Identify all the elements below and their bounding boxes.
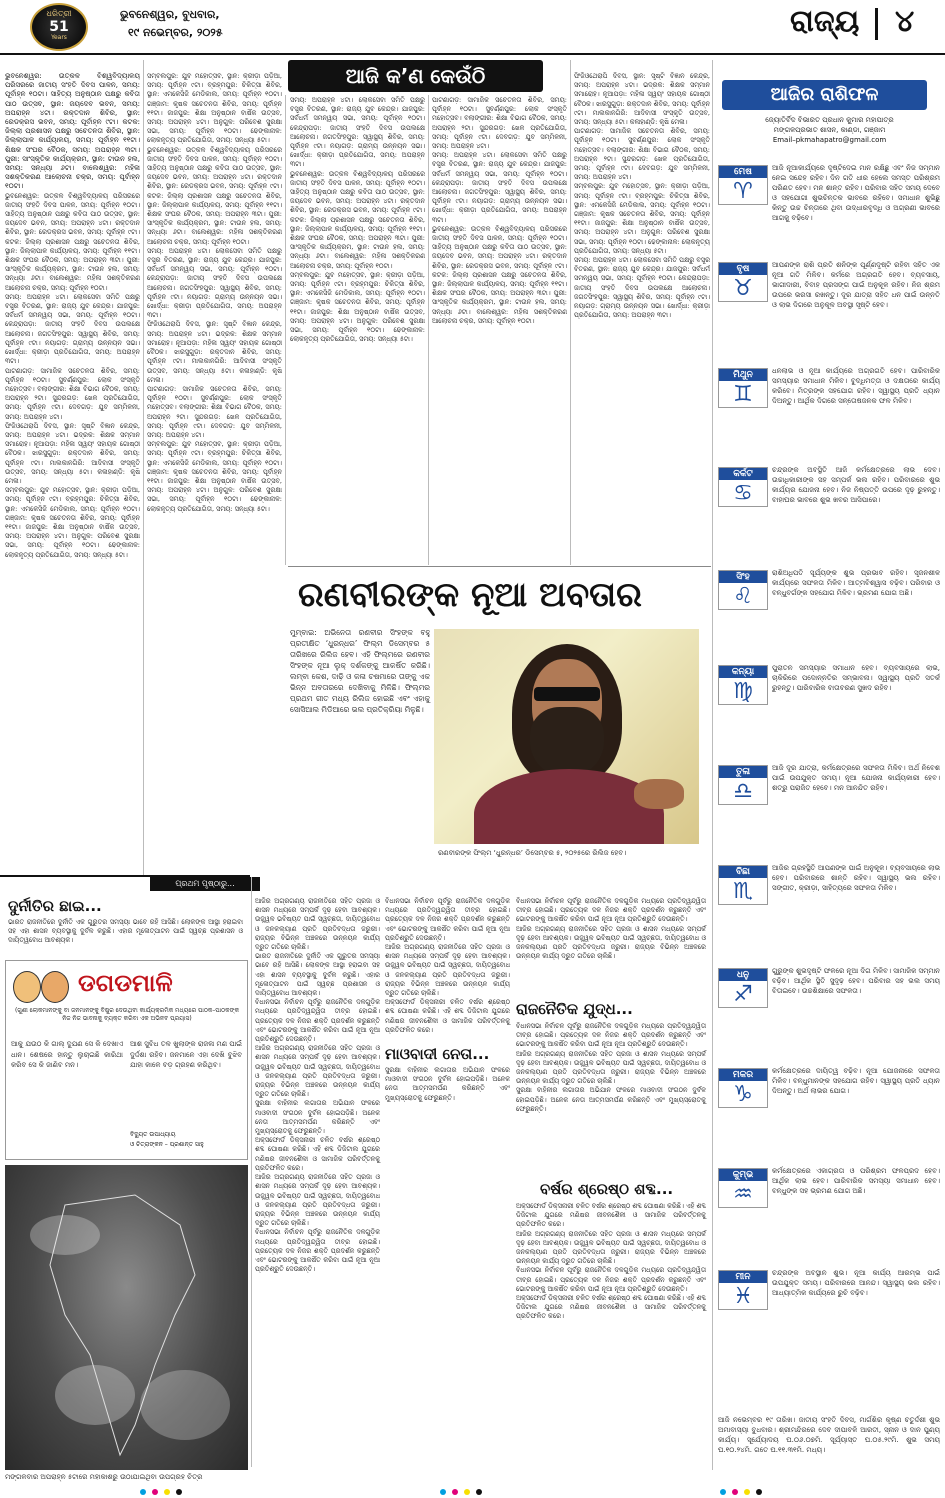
events-column-5 <box>574 72 710 562</box>
zodiac-prediction: ଆଜିର ଗ୍ରହସ୍ଥିତି ଆପଣଙ୍କ ପାଇଁ ଅନୁକୂଳ। ବ୍ୟବସାୟରେ ଲାଭ ହେବ। ପରିବାରରେ ଶାନ୍ତି ରହିବ। ସ୍ୱାସ୍ଥ୍ୟ ଭଲ ରହିବ। ସଙ୍ଗୀତ, କ୍ରୀଡ଼ା, ସାହିତ୍ୟରେ ସଫଳତା ମିଳିବ। <box>772 864 940 892</box>
registration-dot <box>732 1489 738 1495</box>
events-title <box>288 60 543 92</box>
zodiac-prediction: କର୍ମକ୍ଷେତ୍ରରେ ଦାୟିତ୍ୱ ବଢ଼ିବ। ନୂଆ ଯୋଜନାରେ ସଫଳତା ମିଳିବ। ବନ୍ଧୁମାନଙ୍କ ସହଯୋଗ ରହିବ। ସ୍ୱାସ୍ଥ୍ୟ ପ୍ରତି ଧ୍ୟାନ ଦିଅନ୍ତୁ। ଅର୍ଥ ଲାଭର ଯୋଗ। <box>772 1067 940 1095</box>
zodiac-prediction: ଆଜି ଦୂର ଯାତ୍ରା, କର୍ମକ୍ଷେତ୍ରରେ ସଫଳତା ମିଳିବ। ଅର୍ଥ ନିବେଶ ପାଇଁ ଉପଯୁକ୍ତ ସମୟ। ନୂଆ ଯୋଜନା କାର୍ଯ୍ୟକାରୀ ହେବ। ଶତ୍ରୁ ପରାଜିତ ହେବେ। ମନ ଆନନ୍ଦିତ ରହିବ। <box>772 764 940 792</box>
zodiac-prediction: ପୁରାତନ ସମସ୍ୟାର ସମାଧାନ ହେବ। ବ୍ୟବସାୟରେ ଲାଭ, ଚାକିରିରେ ପଦୋନ୍ନତିର ସମ୍ଭାବନା। ସ୍ୱାସ୍ଥ୍ୟ ପ୍ରତି ସତର୍କ ରୁହନ୍ତୁ। ପାରିବାରିକ ବାତାବରଣ ସୁଖଦ ରହିବ। <box>772 664 940 692</box>
registration-dot <box>176 1489 182 1495</box>
zodiac-sign-icon: ♓ <box>733 1284 753 1309</box>
ranveer-photo-shirt <box>474 769 664 844</box>
zodiac-sign-icon: ♐ <box>733 982 753 1007</box>
ranveer-caption: ରଣବୀରଙ୍କ ଫିଲ୍ମ ‘ଧୁରନ୍ଧର’ ଡିସେମ୍ବର ୫, ୨୦୨୫ରେ ରିଲିଜ ହେବ। <box>438 849 627 857</box>
print-registration-bar <box>0 1484 945 1498</box>
horoscope-author-1: ଜ୍ୟୋତିର୍ବିଦ ବିଭାରତ ପ୍ରଧାନ କୁମାର ମହାପାତ୍ର <box>765 116 894 124</box>
zodiac-sign-icon: ♒ <box>733 1182 753 1207</box>
zodiac-tile <box>718 467 768 507</box>
ranveer-story <box>288 566 711 871</box>
masthead-rule <box>0 53 945 55</box>
zodiac-prediction: ଚନ୍ଦ୍ରଙ୍କ ଅବସ୍ଥିତି ଆଜି କର୍ମକ୍ଷେତ୍ରରେ ଲାଭ ଦେବ। ଉଚ୍ଚାଧିକାରୀଙ୍କ ସହ ସମ୍ପର୍କ ଭଲ ରହିବ। ପରିବାରରେ ଶୁଭ କାର୍ଯ୍ୟର ଯୋଜନା ହେବ। ନିଜ ନିଷ୍ପତ୍ତି ଉପରେ ଦୃଢ଼ ରୁହନ୍ତୁ। ବାହାଘର ଭାବରେ ଶୁଭ ଖବର ଆସିପାରେ। <box>772 466 940 504</box>
events-col1-body-repeat5: ସମ୍ବଲପୁର: ଯୁବ ମହୋତ୍ସବ, ସ୍ଥାନ: କ୍ରୀଡ଼ା ପଡ଼ିଆ, ସମୟ: ପୂର୍ବାହ୍ନ ୯ଟା। ବ୍ରହ୍ମପୁର: ଚିକିତ୍ସା ଶିବିର, ସ୍ଥାନ: ଏମକେସିଜି ମେଡିକାଲ, ସମୟ: ପୂର୍ବାହ୍ନ ୧୦ଟା। ଗଞ୍ଜାମ: କୃଷକ ସଚେତନତା ଶିବିର, ସମୟ: ପୂର୍ବାହ୍ନ ୧୧ଟା। ଜାଜପୁର: ଶିକ୍ଷା ଅନୁଷ୍ଠାନ ବାର୍ଷିକ ଉତ୍ସବ, ସମୟ: ଅପରାହ୍ନ ୪ଟା। ଅନୁଗୁଳ: ପରିବେଶ ସୁରକ୍ଷା ସଭା, ସମୟ: ପୂର୍ବାହ୍ନ ୧୦ଟା। ଢେଙ୍କାନାଳ: ଲୋକନୃତ୍ୟ ପ୍ରତିଯୋଗିତା, ସମୟ: ସନ୍ଧ୍ୟା ୫ଟା। <box>5 486 140 559</box>
maoist-body: ସୁରକ୍ଷା ବାହିନୀର ଲଗାତାର ଅଭିଯାନ ଫଳରେ ମାଓବାଦୀ ସଂଗଠନ ଦୁର୍ବଳ ହୋଇପଡ଼ିଛି। ଅନେକ ନେତା ଆତ୍ମସମର୍ପଣ କରିଛନ୍ତି ଏବଂ ମୁଖ୍ୟସ୍ରୋତକୁ ଫେରୁଛନ୍ତି। <box>385 1066 510 1102</box>
main-article-text-d: ଆଜିର ଅଗ୍ରଗଣ୍ୟ ରାଜନୀତିରେ ସହିତ ପ୍ରଜା ଓ ଶାସନ ମଧ୍ୟରେ ସମ୍ପର୍କ ଦୃଢ଼ ହେବା ଆବଶ୍ୟକ। ଉଜ୍ଜ୍ୱଳ ଭବିଷ୍ୟତ ପାଇଁ ସ୍ୱଚ୍ଛତା, ଦାୟିତ୍ୱବୋଧ ଓ ଜନକଲ୍ୟାଣ ପ୍ରତି ପ୍ରତିବଦ୍ଧତା ଜରୁରୀ। ରାଜ୍ୟର ବିଭିନ୍ନ ଅଞ୍ଚଳରେ ଉନ୍ନୟନ କାର୍ଯ୍ୟ ଦ୍ରୁତ ଗତିରେ ଚାଲିଛି। <box>255 1044 380 1099</box>
section-title: ରାଜ୍ୟ <box>790 4 860 39</box>
events-col4-body: ପାଟଣାଗଡ଼: ସାମାଜିକ ସଚେତନତା ଶିବିର, ସମୟ: ପୂର୍ବାହ୍ନ ୧୦ଟା। ସୁବର୍ଣ୍ଣପୁର: ଲୋକ ସଂସ୍କୃତି ମହୋତ୍ସବ। ବଲାଙ୍ଗୀର: ଶିକ୍ଷା ବିଭାଗ ବୈଠକ, ସମୟ: ଅପରାହ୍ନ ୨ଟା। ସୁନ୍ଦରଗଡ଼: ଖେଳ ପ୍ରତିଯୋଗିତା, ସମୟ: ପୂର୍ବାହ୍ନ ୯ଟା। ଦେବଗଡ଼: ଯୁବ ସମ୍ମିଳନୀ, ସମୟ: ଅପରାହ୍ନ ୪ଟା। <box>432 96 567 151</box>
registration-dot <box>464 1489 470 1495</box>
word-of-year-body-c: ବିଧାନସଭା ନିର୍ବାଚନ ପୂର୍ବରୁ ରାଜନୈତିକ ଦଳଗୁଡ଼ିକ ମଧ୍ୟରେ ପ୍ରତିଦ୍ୱନ୍ଦ୍ୱିତା ତୀବ୍ର ହୋଇଛି। ପ୍ରତ୍ୟେକ ଦଳ ନିଜର ଶକ୍ତି ପ୍ରଦର୍ଶନ କରୁଛନ୍ତି ଏବଂ ଭୋଟରଙ୍କୁ ଆକର୍ଷିତ କରିବା ପାଇଁ ନୂଆ ନୂଆ ପ୍ରତିଶ୍ରୁତି ଦେଉଛନ୍ତି। <box>516 1266 706 1293</box>
events-col1-body-repeat4: ଫିଜିଓଥେରାପି ଦିବସ, ସ୍ଥାନ: ସୃଷ୍ଟି ବିଜ୍ଞାନ କେନ୍ଦ୍ର, ସମୟ: ଅପରାହ୍ନ ୪ଟା। ଭଦ୍ରକ: ଶିକ୍ଷକ ସମ୍ମାନ ସମାରୋହ। ନୂଆପଡ଼ା: ମହିଳା ସ୍ୱୟଂ ସହାୟକ ଗୋଷ୍ଠୀ ବୈଠକ। ଝାରସୁଗୁଡ଼ା: ରକ୍ତଦାନ ଶିବିର, ସମୟ: ପୂର୍ବାହ୍ନ ୯ଟା। ମାଲକାନଗିରି: ଆଦିବାସୀ ସଂସ୍କୃତି ଉତ୍ସବ, ସମୟ: ସନ୍ଧ୍ୟା ୫ଟା। କଳାହାଣ୍ଡି: କୃଷି ମେଳା। <box>5 421 140 485</box>
registration-dot <box>164 1489 170 1495</box>
registration-dots-right <box>720 1488 780 1496</box>
registration-dot <box>476 1489 482 1495</box>
ranveer-headline: ରଣବୀରଙ୍କ ନୂଆ ଅବତାର <box>298 575 642 615</box>
horoscope-footer: ଆଜି ନଭେମ୍ବର ୧୯ ତାରିଖ। ଜାତୀୟ ସଂହତି ଦିବସ, ମାର୍ଗଶିର କୃଷ୍ଣ ଚତୁର୍ଦ୍ଦଶୀ ଶୁଭ ଅମାବାସ୍ୟା ବୁଧବାର। ଶ୍ରୀମନ୍ଦିରରେ ଦେବ ଦୀପାବଳି ଆରତୀ, ସ୍ନାନ ଓ ଦାନ ପୁଣ୍ୟ କାର୍ଯ୍ୟ। ସୂର୍ଯ୍ୟୋଦୟ ଘ.୦୬.୦୭ମି. ସୂର୍ଯ୍ୟାସ୍ତ ଘ.୦୫.୨୯ମି. ଶୁଭ ସମୟ ଘ.୧୦.୨୪ମି. ଗତେ ଘ.୧୧.୩୧ମି. ମଧ୍ୟ। <box>718 1416 940 1454</box>
zodiac-sign-icon: ♈ <box>733 179 753 204</box>
zodiac-prediction: କର୍ମକ୍ଷେତ୍ରରେ ଏକାଗ୍ରତା ଓ ପରିଶ୍ରମ ଫଳପ୍ରଦ ହେବ। ଆର୍ଥିକ ଲାଭ ହେବ। ପାରିବାରିକ ସମସ୍ୟା ସମାଧାନ ହେବ। ବନ୍ଧୁଙ୍କ ସହ ଭ୍ରମଣ ଯୋଗ ଅଛି। <box>772 1167 940 1195</box>
zodiac-tile <box>718 368 768 408</box>
zodiac-name: କର୍କଟ <box>719 468 767 480</box>
events-col1-body-repeat2: ସମୟ: ଅପରାହ୍ନ ୪ଟା। ଲୋକସେବା ସମିତି ପକ୍ଷରୁ ବସ୍ତ୍ର ବିତରଣ, ସ୍ଥାନ: ରାଜ୍ୟ ଯୁବ କେନ୍ଦ୍ର। ଯାଜପୁର: ସର୍ବଧର୍ମ ସମନ୍ୱୟ ସଭା, ସମୟ: ପୂର୍ବାହ୍ନ ୧୦ଟା। କେନ୍ଦ୍ରାପଡ଼ା: ଜାତୀୟ ସଂହତି ଦିବସ ଉପଲକ୍ଷେ ଆଲୋଚନା। ଜଗତସିଂହପୁର: ସ୍ୱାସ୍ଥ୍ୟ ଶିବିର, ସମୟ: ପୂର୍ବାହ୍ନ ୯ଟା। ନୟାଗଡ଼: ଗ୍ରାମ୍ୟ ଉନ୍ନୟନ ସଭା। ଖୋର୍ଦ୍ଧା: କ୍ରୀଡ଼ା ପ୍ରତିଯୋଗିତା, ସମୟ: ଅପରାହ୍ନ ୩ଟା। <box>5 292 140 366</box>
events-col4-body-b: ସମୟ: ଅପରାହ୍ନ ୪ଟା। ଲୋକସେବା ସମିତି ପକ୍ଷରୁ ବସ୍ତ୍ର ବିତରଣ, ସ୍ଥାନ: ରାଜ୍ୟ ଯୁବ କେନ୍ଦ୍ର। ଯାଜପୁର: ସର୍ବଧର୍ମ ସମନ୍ୱୟ ସଭା, ସମୟ: ପୂର୍ବାହ୍ନ ୧୦ଟା। କେନ୍ଦ୍ରାପଡ଼ା: ଜାତୀୟ ସଂହତି ଦିବସ ଉପଲକ୍ଷେ ଆଲୋଚନା। ଜଗତସିଂହପୁର: ସ୍ୱାସ୍ଥ୍ୟ ଶିବିର, ସମୟ: ପୂର୍ବାହ୍ନ ୯ଟା। ନୟାଗଡ଼: ଗ୍ରାମ୍ୟ ଉନ୍ନୟନ ସଭା। ଖୋର୍ଦ୍ଧା: କ୍ରୀଡ଼ା ପ୍ରତିଯୋଗିତା, ସମୟ: ଅପରାହ୍ନ ୩ଟା। <box>432 151 567 224</box>
zodiac-tile <box>718 570 768 610</box>
column-divider <box>570 60 571 565</box>
main-article-text-j: ଆଜିର ଅଗ୍ରଗଣ୍ୟ ରାଜନୀତିରେ ସହିତ ପ୍ରଜା ଓ ଶାସନ ମଧ୍ୟରେ ସମ୍ପର୍କ ଦୃଢ଼ ହେବା ଆବଶ୍ୟକ। ଉଜ୍ଜ୍ୱଳ ଭବିଷ୍ୟତ ପାଇଁ ସ୍ୱଚ୍ଛତା, ଦାୟିତ୍ୱବୋଧ ଓ ଜନକଲ୍ୟାଣ ପ୍ରତି ପ୍ରତିବଦ୍ଧତା ଜରୁରୀ। ରାଜ୍ୟର ବିଭିନ୍ନ ଅଞ୍ଚଳରେ ଉନ୍ନୟନ କାର୍ଯ୍ୟ ଦ୍ରୁତ ଗତିରେ ଚାଲିଛି। <box>385 943 510 998</box>
section-divider <box>875 8 878 40</box>
zodiac-prediction: ଆଜି ନୂଆକାର୍ଯ୍ୟରେ ଦୃଷ୍ଟିଦେଇ ମାନ ରକ୍ଷିଛୁ ଏବଂ ନିଜ ସମ୍ମାନ ନେଇ ସନ୍ଦେହ ରହିବ। ଦିନ ଗତି ଧୀର ହେଲେ ସମସ୍ତ ପରିଶ୍ରମ ପରିଣତ ହେବ। ମନ ଶାନ୍ତ ରହିବ। ପରିବାର ସହିତ ସମୟ ଦେବେ ଓ ସହଯୋଗୀ ଶୁଭଚିନ୍ତକ ଭାବରେ ରହିବେ। ସମାଧାନ ଶୁଭିଛୁ କିନ୍ତୁ ଉଚ୍ଚ ଚିନ୍ତାରେ ଥିବା ଉଦ୍ଧାରବୃଦ୍ଧି ଓ ଅଗ୍ରଣୀ ଭାବରେ ଆଗକୁ ବଢ଼ିବେ। <box>772 164 940 222</box>
cartoon-face-1 <box>13 971 41 1003</box>
cartoon-box <box>5 960 248 1160</box>
events-col2-body-b: ଭୁବନେଶ୍ୱର: ଉତ୍କଳ ବିଶ୍ୱବିଦ୍ୟାଳୟ ପରିସରରେ ଜାତୀୟ ସଂହତି ଦିବସ ପାଳନ, ସମୟ: ପୂର୍ବାହ୍ନ ୧୦ଟା। ସାହିତ୍ୟ ଅନୁଷ୍ଠାନ ପକ୍ଷରୁ କବିତା ପାଠ ଉତ୍ସବ, ସ୍ଥାନ: ଜୟଦେବ ଭବନ, ସମୟ: ଅପରାହ୍ନ ୪ଟା। ରକ୍ତଦାନ ଶିବିର, ସ୍ଥାନ: ରେଡକ୍ରସ ଭବନ, ସମୟ: ପୂର୍ବାହ୍ନ ୯ଟା। କଟକ: ଜିଲ୍ଲା ପ୍ରଶାସନ ପକ୍ଷରୁ ସଚେତନତା ଶିବିର, ସ୍ଥାନ: ଜିଲ୍ଲାପାଳ କାର୍ଯ୍ୟାଳୟ, ସମୟ: ପୂର୍ବାହ୍ନ ୧୧ଟା। ଶିକ୍ଷକ ସଂଘର ବୈଠକ, ସମୟ: ଅପରାହ୍ନ ୩ଟା। ପୁରୀ: ସାଂସ୍କୃତିକ କାର୍ଯ୍ୟକ୍ରମ, ସ୍ଥାନ: ଟାଉନ ହଲ, ସମୟ: ସନ୍ଧ୍ୟା ୬ଟା। ବାଲେଶ୍ୱର: ମହିଳା ସଶକ୍ତିକରଣ ଆଲୋଚନା ଚକ୍ର, ସମୟ: ପୂର୍ବାହ୍ନ ୧୦ଟା। <box>147 145 282 246</box>
events-col1-body-repeat: ଭୁବନେଶ୍ୱର: ଉତ୍କଳ ବିଶ୍ୱବିଦ୍ୟାଳୟ ପରିସରରେ ଜାତୀୟ ସଂହତି ଦିବସ ପାଳନ, ସମୟ: ପୂର୍ବାହ୍ନ ୧୦ଟା। ସାହିତ୍ୟ ଅନୁଷ୍ଠାନ ପକ୍ଷରୁ କବିତା ପାଠ ଉତ୍ସବ, ସ୍ଥାନ: ଜୟଦେବ ଭବନ, ସମୟ: ଅପରାହ୍ନ ୪ଟା। ରକ୍ତଦାନ ଶିବିର, ସ୍ଥାନ: ରେଡକ୍ରସ ଭବନ, ସମୟ: ପୂର୍ବାହ୍ନ ୯ଟା। କଟକ: ଜିଲ୍ଲା ପ୍ରଶାସନ ପକ୍ଷରୁ ସଚେତନତା ଶିବିର, ସ୍ଥାନ: ଜିଲ୍ଲାପାଳ କାର୍ଯ୍ୟାଳୟ, ସମୟ: ପୂର୍ବାହ୍ନ ୧୧ଟା। ଶିକ୍ଷକ ସଂଘର ବୈଠକ, ସମୟ: ଅପରାହ୍ନ ୩ଟା। ପୁରୀ: ସାଂସ୍କୃତିକ କାର୍ଯ୍ୟକ୍ରମ, ସ୍ଥାନ: ଟାଉନ ହଲ, ସମୟ: ସନ୍ଧ୍ୟା ୬ଟା। ବାଲେଶ୍ୱର: ମହିଳା ସଶକ୍ତିକରଣ ଆଲୋଚନା ଚକ୍ର, ସମୟ: ପୂର୍ବାହ୍ନ ୧୦ଟା। <box>5 191 140 292</box>
zodiac-sign-icon: ♑ <box>733 1082 753 1107</box>
ranveer-photo-sunglasses <box>534 687 600 701</box>
horoscope-email: Email–pkmahapatro@gmail.com <box>772 136 887 144</box>
politics-body-a: ବିଧାନସଭା ନିର୍ବାଚନ ପୂର୍ବରୁ ରାଜନୈତିକ ଦଳଗୁଡ଼ିକ ମଧ୍ୟରେ ପ୍ରତିଦ୍ୱନ୍ଦ୍ୱିତା ତୀବ୍ର ହୋଇଛି। ପ୍ରତ୍ୟେକ ଦଳ ନିଜର ଶକ୍ତି ପ୍ରଦର୍ଶନ କରୁଛନ୍ତି ଏବଂ ଭୋଟରଙ୍କୁ ଆକର୍ଷିତ କରିବା ପାଇଁ ନୂଆ ନୂଆ ପ୍ରତିଶ୍ରୁତି ଦେଉଛନ୍ତି। <box>516 1022 706 1049</box>
events-col2-body: ସମ୍ବଲପୁର: ଯୁବ ମହୋତ୍ସବ, ସ୍ଥାନ: କ୍ରୀଡ଼ା ପଡ଼ିଆ, ସମୟ: ପୂର୍ବାହ୍ନ ୯ଟା। ବ୍ରହ୍ମପୁର: ଚିକିତ୍ସା ଶିବିର, ସ୍ଥାନ: ଏମକେସିଜି ମେଡିକାଲ, ସମୟ: ପୂର୍ବାହ୍ନ ୧୦ଟା। ଗଞ୍ଜାମ: କୃଷକ ସଚେତନତା ଶିବିର, ସମୟ: ପୂର୍ବାହ୍ନ ୧୧ଟା। ଜାଜପୁର: ଶିକ୍ଷା ଅନୁଷ୍ଠାନ ବାର୍ଷିକ ଉତ୍ସବ, ସମୟ: ଅପରାହ୍ନ ୪ଟା। ଅନୁଗୁଳ: ପରିବେଶ ସୁରକ୍ଷା ସଭା, ସମୟ: ପୂର୍ବାହ୍ନ ୧୦ଟା। ଢେଙ୍କାନାଳ: ଲୋକନୃତ୍ୟ ପ୍ରତିଯୋଗିତା, ସମୟ: ସନ୍ଧ୍ୟା ୫ଟା। <box>147 72 282 145</box>
events-col4-body-c: ଭୁବନେଶ୍ୱର: ଉତ୍କଳ ବିଶ୍ୱବିଦ୍ୟାଳୟ ପରିସରରେ ଜାତୀୟ ସଂହତି ଦିବସ ପାଳନ, ସମୟ: ପୂର୍ବାହ୍ନ ୧୦ଟା। ସାହିତ୍ୟ ଅନୁଷ୍ଠାନ ପକ୍ଷରୁ କବିତା ପାଠ ଉତ୍ସବ, ସ୍ଥାନ: ଜୟଦେବ ଭବନ, ସମୟ: ଅପରାହ୍ନ ୪ଟା। ରକ୍ତଦାନ ଶିବିର, ସ୍ଥାନ: ରେଡକ୍ରସ ଭବନ, ସମୟ: ପୂର୍ବାହ୍ନ ୯ଟା। କଟକ: ଜିଲ୍ଲା ପ୍ରଶାସନ ପକ୍ଷରୁ ସଚେତନତା ଶିବିର, ସ୍ଥାନ: ଜିଲ୍ଲାପାଳ କାର୍ଯ୍ୟାଳୟ, ସମୟ: ପୂର୍ବାହ୍ନ ୧୧ଟା। ଶିକ୍ଷକ ସଂଘର ବୈଠକ, ସମୟ: ଅପରାହ୍ନ ୩ଟା। ପୁରୀ: ସାଂସ୍କୃତିକ କାର୍ଯ୍ୟକ୍ରମ, ସ୍ଥାନ: ଟାଉନ ହଲ, ସମୟ: ସନ୍ଧ୍ୟା ୬ଟା। ବାଲେଶ୍ୱର: ମହିଳା ସଶକ୍ତିକରଣ ଆଲୋଚନା ଚକ୍ର, ସମୟ: ପୂର୍ବାହ୍ନ ୧୦ଟା। <box>432 224 567 325</box>
events-column-2 <box>147 72 282 882</box>
zodiac-tile <box>718 1168 768 1208</box>
editorial-title: ଦୁର୍ନୀତିର ଛାଇ... <box>8 897 102 915</box>
events-col5-body-b: ପାଟଣାଗଡ଼: ସାମାଜିକ ସଚେତନତା ଶିବିର, ସମୟ: ପୂର୍ବାହ୍ନ ୧୦ଟା। ସୁବର୍ଣ୍ଣପୁର: ଲୋକ ସଂସ୍କୃତି ମହୋତ୍ସବ। ବଲାଙ୍ଗୀର: ଶିକ୍ଷା ବିଭାଗ ବୈଠକ, ସମୟ: ଅପରାହ୍ନ ୨ଟା। ସୁନ୍ଦରଗଡ଼: ଖେଳ ପ୍ରତିଯୋଗିତା, ସମୟ: ପୂର୍ବାହ୍ନ ୯ଟା। ଦେବଗଡ଼: ଯୁବ ସମ୍ମିଳନୀ, ସମୟ: ଅପରାହ୍ନ ୪ଟା। <box>574 127 710 182</box>
main-article-text-i: ବିଧାନସଭା ନିର୍ବାଚନ ପୂର୍ବରୁ ରାଜନୈତିକ ଦଳଗୁଡ଼ିକ ମଧ୍ୟରେ ପ୍ରତିଦ୍ୱନ୍ଦ୍ୱିତା ତୀବ୍ର ହୋଇଛି। ପ୍ରତ୍ୟେକ ଦଳ ନିଜର ଶକ୍ତି ପ୍ରଦର୍ଶନ କରୁଛନ୍ତି ଏବଂ ଭୋଟରଙ୍କୁ ଆକର୍ଷିତ କରିବା ପାଇଁ ନୂଆ ନୂଆ ପ୍ରତିଶ୍ରୁତି ଦେଉଛନ୍ତି। <box>385 897 510 942</box>
cartoon-credit: ବିଦ୍ୟୁତ ଉପାଧ୍ୟାୟ <box>130 1131 176 1138</box>
zodiac-sign-icon: ♌ <box>733 584 753 609</box>
horoscope-author-2: ମଙ୍ଗଳପ୍ରଭାତ ଶାସନ, କାଣ୍ଡା, ଗଞ୍ଜାମ <box>773 126 886 134</box>
zodiac-prediction: ଚନ୍ଦ୍ରଙ୍କ ଅବସ୍ଥାନ ଶୁଭ। ନୂଆ କାର୍ଯ୍ୟ ଆରମ୍ଭ ପାଇଁ ଉପଯୁକ୍ତ ସମୟ। ପରିବାରରେ ଆନନ୍ଦ। ସ୍ୱାସ୍ଥ୍ୟ ଭଲ ରହିବ। ଆଧ୍ୟାତ୍ମିକ କାର୍ଯ୍ୟରେ ରୁଚି ବଢ଼ିବ। <box>772 1269 940 1297</box>
events-col3-body: ସମୟ: ଅପରାହ୍ନ ୪ଟା। ଲୋକସେବା ସମିତି ପକ୍ଷରୁ ବସ୍ତ୍ର ବିତରଣ, ସ୍ଥାନ: ରାଜ୍ୟ ଯୁବ କେନ୍ଦ୍ର। ଯାଜପୁର: ସର୍ବଧର୍ମ ସମନ୍ୱୟ ସଭା, ସମୟ: ପୂର୍ବାହ୍ନ ୧୦ଟା। କେନ୍ଦ୍ରାପଡ଼ା: ଜାତୀୟ ସଂହତି ଦିବସ ଉପଲକ୍ଷେ ଆଲୋଚନା। ଜଗତସିଂହପୁର: ସ୍ୱାସ୍ଥ୍ୟ ଶିବିର, ସମୟ: ପୂର୍ବାହ୍ନ ୯ଟା। ନୟାଗଡ଼: ଗ୍ରାମ୍ୟ ଉନ୍ନୟନ ସଭା। ଖୋର୍ଦ୍ଧା: କ୍ରୀଡ଼ା ପ୍ରତିଯୋଗିତା, ସମୟ: ଅପରାହ୍ନ ୩ଟା। <box>290 96 425 169</box>
zodiac-prediction: ଧନଲାଭ ଓ ନୂଆ କାର୍ଯ୍ୟରେ ଅଗ୍ରଗତି ହେବ। ପାରିବାରିକ ସମସ୍ୟାର ସମାଧାନ ମିଳିବ। ବୁଦ୍ଧିମତ୍ତା ଓ ଦକ୍ଷତାରେ କାର୍ଯ୍ୟ କରିବେ। ମିତ୍ରଙ୍କ ସହଯୋଗ ରହିବ। ସ୍ୱାସ୍ଥ୍ୟ ପ୍ରତି ଧ୍ୟାନ ଦିଅନ୍ତୁ। ଆର୍ଥିକ ଦିଗରେ ସନ୍ତୋଷଜନକ ଫଳ ମିଳିବ। <box>772 367 940 405</box>
zodiac-tile <box>718 1270 768 1310</box>
cartoon-title: ଡଗଡମାଳି <box>78 969 173 997</box>
zodiac-name: କୁମ୍ଭ <box>719 1169 767 1181</box>
word-of-year-body <box>516 1202 706 1467</box>
logo-years-label: Years <box>51 34 67 41</box>
dateline-city: ଭୁବନେଶ୍ୱର, ବୁଧବାର, <box>120 8 220 21</box>
events-col5-body-d: ସମୟ: ଅପରାହ୍ନ ୪ଟା। ଲୋକସେବା ସମିତି ପକ୍ଷରୁ ବସ୍ତ୍ର ବିତରଣ, ସ୍ଥାନ: ରାଜ୍ୟ ଯୁବ କେନ୍ଦ୍ର। ଯାଜପୁର: ସର୍ବଧର୍ମ ସମନ୍ୱୟ ସଭା, ସମୟ: ପୂର୍ବାହ୍ନ ୧୦ଟା। କେନ୍ଦ୍ରାପଡ଼ା: ଜାତୀୟ ସଂହତି ଦିବସ ଉପଲକ୍ଷେ ଆଲୋଚନା। ଜଗତସିଂହପୁର: ସ୍ୱାସ୍ଥ୍ୟ ଶିବିର, ସମୟ: ପୂର୍ବାହ୍ନ ୯ଟା। ନୟାଗଡ଼: ଗ୍ରାମ୍ୟ ଉନ୍ନୟନ ସଭା। ଖୋର୍ଦ୍ଧା: କ୍ରୀଡ଼ା ପ୍ରତିଯୋଗିତା, ସମୟ: ଅପରାହ୍ନ ୩ଟା। <box>574 256 710 320</box>
zodiac-name: ଧନୁ <box>719 969 767 981</box>
ranveer-photo-hand <box>634 779 684 809</box>
main-article-text-a: ଆଜିର ଅଗ୍ରଗଣ୍ୟ ରାଜନୀତିରେ ସହିତ ପ୍ରଜା ଓ ଶାସନ ମଧ୍ୟରେ ସମ୍ପର୍କ ଦୃଢ଼ ହେବା ଆବଶ୍ୟକ। ଉଜ୍ଜ୍ୱଳ ଭବିଷ୍ୟତ ପାଇଁ ସ୍ୱଚ୍ଛତା, ଦାୟିତ୍ୱବୋଧ ଓ ଜନକଲ୍ୟାଣ ପ୍ରତି ପ୍ରତିବଦ୍ଧତା ଜରୁରୀ। ରାଜ୍ୟର ବିଭିନ୍ନ ଅଞ୍ଚଳରେ ଉନ୍ନୟନ କାର୍ଯ୍ୟ ଦ୍ରୁତ ଗତିରେ ଚାଲିଛି। <box>255 897 380 952</box>
events-col2-body-c: ସମୟ: ଅପରାହ୍ନ ୪ଟା। ଲୋକସେବା ସମିତି ପକ୍ଷରୁ ବସ୍ତ୍ର ବିତରଣ, ସ୍ଥାନ: ରାଜ୍ୟ ଯୁବ କେନ୍ଦ୍ର। ଯାଜପୁର: ସର୍ବଧର୍ମ ସମନ୍ୱୟ ସଭା, ସମୟ: ପୂର୍ବାହ୍ନ ୧୦ଟା। କେନ୍ଦ୍ରାପଡ଼ା: ଜାତୀୟ ସଂହତି ଦିବସ ଉପଲକ୍ଷେ ଆଲୋଚନା। ଜଗତସିଂହପୁର: ସ୍ୱାସ୍ଥ୍ୟ ଶିବିର, ସମୟ: ପୂର୍ବାହ୍ନ ୯ଟା। ନୟାଗଡ଼: ଗ୍ରାମ୍ୟ ଉନ୍ନୟନ ସଭା। ଖୋର୍ଦ୍ଧା: କ୍ରୀଡ଼ା ପ୍ରତିଯୋଗିତା, ସମୟ: ଅପରାହ୍ନ ୩ଟା। <box>147 246 282 320</box>
zodiac-tile <box>718 1068 768 1108</box>
column-divider <box>712 60 713 1470</box>
column-divider <box>251 877 252 1467</box>
events-column-1 <box>5 72 140 882</box>
main-article-text-k: ଅକ୍ସଫୋର୍ଡ ଡିକ୍ସନାରୀ ଚଳିତ ବର୍ଷର ଶ୍ରେଷ୍ଠ ଶବ୍ଦ ଘୋଷଣା କରିଛି। ଏହି ଶବ୍ଦ ଡିଜିଟାଲ ଯୁଗରେ ମଣିଷର ଜୀବନଶୈଳୀ ଓ ସାମାଜିକ ପରିବର୍ତ୍ତନକୁ ପ୍ରତିଫଳିତ କରେ। <box>385 998 510 1034</box>
main-article-col-1 <box>255 897 380 1467</box>
registration-dot <box>140 1489 146 1495</box>
column-divider <box>428 95 429 565</box>
registration-dot <box>152 1489 158 1495</box>
politics-body-b: ଆଜିର ଅଗ୍ରଗଣ୍ୟ ରାଜନୀତିରେ ସହିତ ପ୍ରଜା ଓ ଶାସନ ମଧ୍ୟରେ ସମ୍ପର୍କ ଦୃଢ଼ ହେବା ଆବଶ୍ୟକ। ଉଜ୍ଜ୍ୱଳ ଭବିଷ୍ୟତ ପାଇଁ ସ୍ୱଚ୍ଛତା, ଦାୟିତ୍ୱବୋଧ ଓ ଜନକଲ୍ୟାଣ ପ୍ରତି ପ୍ରତିବଦ୍ଧତା ଜରୁରୀ। ରାଜ୍ୟର ବିଭିନ୍ନ ଅଞ୍ଚଳରେ ଉନ୍ନୟନ କାର୍ଯ୍ୟ ଦ୍ରୁତ ଗତିରେ ଚାଲିଛି। <box>516 1049 706 1086</box>
main-article-text-g: ଆଜିର ଅଗ୍ରଗଣ୍ୟ ରାଜନୀତିରେ ସହିତ ପ୍ରଜା ଓ ଶାସନ ମଧ୍ୟରେ ସମ୍ପର୍କ ଦୃଢ଼ ହେବା ଆବଶ୍ୟକ। ଉଜ୍ଜ୍ୱଳ ଭବିଷ୍ୟତ ପାଇଁ ସ୍ୱଚ୍ଛତା, ଦାୟିତ୍ୱବୋଧ ଓ ଜନକଲ୍ୟାଣ ପ୍ରତି ପ୍ରତିବଦ୍ଧତା ଜରୁରୀ। ରାଜ୍ୟର ବିଭିନ୍ନ ଅଞ୍ଚଳରେ ଉନ୍ନୟନ କାର୍ଯ୍ୟ ଦ୍ରୁତ ଗତିରେ ଚାଲିଛି। <box>255 1173 380 1228</box>
zodiac-sign-icon: ♋ <box>733 481 753 506</box>
front-page-tag <box>150 877 260 891</box>
politics-body-c: ସୁରକ୍ଷା ବାହିନୀର ଲଗାତାର ଅଭିଯାନ ଫଳରେ ମାଓବାଦୀ ସଂଗଠନ ଦୁର୍ବଳ ହୋଇପଡ଼ିଛି। ଅନେକ ନେତା ଆତ୍ମସମର୍ପଣ କରିଛନ୍ତି ଏବଂ ମୁଖ୍ୟସ୍ରୋତକୁ ଫେରୁଛନ୍ତି। <box>516 1086 706 1113</box>
events-col3-body-c: ସମ୍ବଲପୁର: ଯୁବ ମହୋତ୍ସବ, ସ୍ଥାନ: କ୍ରୀଡ଼ା ପଡ଼ିଆ, ସମୟ: ପୂର୍ବାହ୍ନ ୯ଟା। ବ୍ରହ୍ମପୁର: ଚିକିତ୍ସା ଶିବିର, ସ୍ଥାନ: ଏମକେସିଜି ମେଡିକାଲ, ସମୟ: ପୂର୍ବାହ୍ନ ୧୦ଟା। ଗଞ୍ଜାମ: କୃଷକ ସଚେତନତା ଶିବିର, ସମୟ: ପୂର୍ବାହ୍ନ ୧୧ଟା। ଜାଜପୁର: ଶିକ୍ଷା ଅନୁଷ୍ଠାନ ବାର୍ଷିକ ଉତ୍ସବ, ସମୟ: ଅପରାହ୍ନ ୪ଟା। ଅନୁଗୁଳ: ପରିବେଶ ସୁରକ୍ଷା ସଭା, ସମୟ: ପୂର୍ବାହ୍ନ ୧୦ଟା। ଢେଙ୍କାନାଳ: ଲୋକନୃତ୍ୟ ପ୍ରତିଯୋଗିତା, ସମୟ: ସନ୍ଧ୍ୟା ୫ଟା। <box>290 270 425 344</box>
dateline-date: ୧୯ ନଭେମ୍ବର, ୨୦୨୫ <box>128 26 223 39</box>
masthead <box>0 0 945 55</box>
zodiac-tile <box>718 665 768 705</box>
zodiac-tile <box>718 165 768 205</box>
registration-dots-center <box>440 1488 500 1496</box>
zodiac-name: ମକର <box>719 1069 767 1081</box>
editorial-body: ଭାରତ ରାଜନୀତିରେ ଦୁର୍ନୀତି ଏକ ଗୁରୁତର ସମସ୍ୟା ଭାବେ ରହି ଆସିଛି। ଲୋକଙ୍କ ଆସ୍ଥା ହରାଇବା ସହ ଏହା ଶାସନ ବ୍ୟବସ୍ଥାକୁ ଦୁର୍ବଳ କରୁଛି। ଏହାର ମୂଳୋତ୍ପାଟନ ପାଇଁ ସ୍ୱଚ୍ଛ ପ୍ରଶାସନ ଓ ଦାୟିତ୍ୱବୋଧ ଆବଶ୍ୟକ। <box>8 918 243 945</box>
zodiac-name: ବୃଷ <box>719 263 767 275</box>
events-column-3 <box>290 96 425 561</box>
front-page-tag-text: ପ୍ରଥମ ପୃଷ୍ଠାରୁ... <box>175 879 235 888</box>
zodiac-name: ମୀନ <box>719 1271 767 1283</box>
cartoon-credit-2: ଓ ଚିତ୍ରାଙ୍କନ – ପ୍ରଶାନ୍ତ ସାହୁ <box>130 1141 204 1148</box>
registration-dot <box>744 1489 750 1495</box>
events-col1-body: ଭୁବନେଶ୍ୱର: ଉତ୍କଳ ବିଶ୍ୱବିଦ୍ୟାଳୟ ପରିସରରେ ଜାତୀୟ ସଂହତି ଦିବସ ପାଳନ, ସମୟ: ପୂର୍ବାହ୍ନ ୧୦ଟା। ସାହିତ୍ୟ ଅନୁଷ୍ଠାନ ପକ୍ଷରୁ କବିତା ପାଠ ଉତ୍ସବ, ସ୍ଥାନ: ଜୟଦେବ ଭବନ, ସମୟ: ଅପରାହ୍ନ ୪ଟା। ରକ୍ତଦାନ ଶିବିର, ସ୍ଥାନ: ରେଡକ୍ରସ ଭବନ, ସମୟ: ପୂର୍ବାହ୍ନ ୯ଟା। କଟକ: ଜିଲ୍ଲା ପ୍ରଶାସନ ପକ୍ଷରୁ ସଚେତନତା ଶିବିର, ସ୍ଥାନ: ଜିଲ୍ଲାପାଳ କାର୍ଯ୍ୟାଳୟ, ସମୟ: ପୂର୍ବାହ୍ନ ୧୧ଟା। ଶିକ୍ଷକ ସଂଘର ବୈଠକ, ସମୟ: ଅପରାହ୍ନ ୩ଟା। ପୁରୀ: ସାଂସ୍କୃତିକ କାର୍ଯ୍ୟକ୍ରମ, ସ୍ଥାନ: ଟାଉନ ହଲ, ସମୟ: ସନ୍ଧ୍ୟା ୬ଟା। ବାଲେଶ୍ୱର: ମହିଳା ସଶକ୍ତିକରଣ ଆଲୋଚନା ଚକ୍ର, ସମୟ: ପୂର୍ବାହ୍ନ ୧୦ଟା। <box>5 72 140 191</box>
satellite-map-outline <box>5 1165 248 1470</box>
logo-years: 51 <box>49 19 69 35</box>
events-col5-body-c: ସମ୍ବଲପୁର: ଯୁବ ମହୋତ୍ସବ, ସ୍ଥାନ: କ୍ରୀଡ଼ା ପଡ଼ିଆ, ସମୟ: ପୂର୍ବାହ୍ନ ୯ଟା। ବ୍ରହ୍ମପୁର: ଚିକିତ୍ସା ଶିବିର, ସ୍ଥାନ: ଏମକେସିଜି ମେଡିକାଲ, ସମୟ: ପୂର୍ବାହ୍ନ ୧୦ଟା। ଗଞ୍ଜାମ: କୃଷକ ସଚେତନତା ଶିବିର, ସମୟ: ପୂର୍ବାହ୍ନ ୧୧ଟା। ଜାଜପୁର: ଶିକ୍ଷା ଅନୁଷ୍ଠାନ ବାର୍ଷିକ ଉତ୍ସବ, ସମୟ: ଅପରାହ୍ନ ୪ଟା। ଅନୁଗୁଳ: ପରିବେଶ ସୁରକ୍ଷା ସଭା, ସମୟ: ପୂର୍ବାହ୍ନ ୧୦ଟା। ଢେଙ୍କାନାଳ: ଲୋକନୃତ୍ୟ ପ୍ରତିଯୋଗିତା, ସମୟ: ସନ୍ଧ୍ୟା ୫ଟା। <box>574 182 710 255</box>
zodiac-sign-icon: ♊ <box>733 382 753 407</box>
zodiac-sign-icon: ♍ <box>733 679 753 704</box>
horoscope-title <box>722 80 927 110</box>
zodiac-tile <box>718 262 768 302</box>
ranveer-body: ମୁମ୍ବାଇ: ଅଭିନେତା ରଣବୀର ସିଂହଙ୍କ ବହୁ ପ୍ରତୀକ୍ଷିତ ‘ଧୁରନ୍ଧର’ ଫିଲ୍ମ ଡିସେମ୍ବର ୫ ତାରିଖରେ ରିଲିଜ ହେବ। ଏହି ଫିଲ୍ମରେ ରଣବୀର ସିଂହଙ୍କ ନୂଆ ଲୁକ୍ ଦର୍ଶକଙ୍କୁ ଆକର୍ଷିତ କରିଛି। ଲମ୍ବା କେଶ, ଦାଢ଼ି ଓ କଳା ଚଷମାରେ ତାଙ୍କୁ ଏକ ଭିନ୍ନ ଅବତାରରେ ଦେଖିବାକୁ ମିଳିଛି। ଫିଲ୍ମର ପ୍ରଥମ ଗୀତ ମଧ୍ୟ ରିଲିଜ ହୋଇଛି ଏବଂ ଏହାକୁ ସୋସିଆଲ ମିଡିଆରେ ଭଲ ପ୍ରତିକ୍ରିୟା ମିଳୁଛି। <box>290 628 430 714</box>
horoscope-title-text: ଆଜିର ରାଶିଫଳ <box>770 84 879 105</box>
events-column-4 <box>432 96 567 561</box>
politics-intro-text: ବିଧାନସଭା ନିର୍ବାଚନ ପୂର୍ବରୁ ରାଜନୈତିକ ଦଳଗୁଡ଼ିକ ମଧ୍ୟରେ ପ୍ରତିଦ୍ୱନ୍ଦ୍ୱିତା ତୀବ୍ର ହୋଇଛି। ପ୍ରତ୍ୟେକ ଦଳ ନିଜର ଶକ୍ତି ପ୍ରଦର୍ଶନ କରୁଛନ୍ତି ଏବଂ ଭୋଟରଙ୍କୁ ଆକର୍ଷିତ କରିବା ପାଇଁ ନୂଆ ନୂଆ ପ୍ରତିଶ୍ରୁତି ଦେଉଛନ୍ତି। <box>516 897 706 924</box>
zodiac-tile <box>718 865 768 905</box>
zodiac-name: ମିଥୁନ <box>719 369 767 381</box>
cartoon-face-2 <box>41 971 69 1003</box>
cartoon-verse-right: ଆଶ ସୁବିଧ ତଳ ଖୁଲାଙ୍କ ରାଜଳା ମଣ ପାଇଁ ଦୁର୍ଦ୍ଦଶା ରହିବ। ଜନମାନେ ଏହା ଦେଖି ବୁଝିବ ଯାହା କାଳେ ବଡ଼ ଗ୍ରହଣ କରିଥିବ। <box>130 1040 242 1069</box>
events-col3-body-b: ଭୁବନେଶ୍ୱର: ଉତ୍କଳ ବିଶ୍ୱବିଦ୍ୟାଳୟ ପରିସରରେ ଜାତୀୟ ସଂହତି ଦିବସ ପାଳନ, ସମୟ: ପୂର୍ବାହ୍ନ ୧୦ଟା। ସାହିତ୍ୟ ଅନୁଷ୍ଠାନ ପକ୍ଷରୁ କବିତା ପାଠ ଉତ୍ସବ, ସ୍ଥାନ: ଜୟଦେବ ଭବନ, ସମୟ: ଅପରାହ୍ନ ୪ଟା। ରକ୍ତଦାନ ଶିବିର, ସ୍ଥାନ: ରେଡକ୍ରସ ଭବନ, ସମୟ: ପୂର୍ବାହ୍ନ ୯ଟା। କଟକ: ଜିଲ୍ଲା ପ୍ରଶାସନ ପକ୍ଷରୁ ସଚେତନତା ଶିବିର, ସ୍ଥାନ: ଜିଲ୍ଲାପାଳ କାର୍ଯ୍ୟାଳୟ, ସମୟ: ପୂର୍ବାହ୍ନ ୧୧ଟା। ଶିକ୍ଷକ ସଂଘର ବୈଠକ, ସମୟ: ଅପରାହ୍ନ ୩ଟା। ପୁରୀ: ସାଂସ୍କୃତିକ କାର୍ଯ୍ୟକ୍ରମ, ସ୍ଥାନ: ଟାଉନ ହଲ, ସମୟ: ସନ୍ଧ୍ୟା ୬ଟା। ବାଲେଶ୍ୱର: ମହିଳା ସଶକ୍ତିକରଣ ଆଲୋଚନା ଚକ୍ର, ସମୟ: ପୂର୍ବାହ୍ନ ୧୦ଟା। <box>290 169 425 270</box>
logo-text: ଧରିତ୍ରୀ <box>46 9 72 18</box>
main-article-text-h: ବିଧାନସଭା ନିର୍ବାଚନ ପୂର୍ବରୁ ରାଜନୈତିକ ଦଳଗୁଡ଼ିକ ମଧ୍ୟରେ ପ୍ରତିଦ୍ୱନ୍ଦ୍ୱିତା ତୀବ୍ର ହୋଇଛି। ପ୍ରତ୍ୟେକ ଦଳ ନିଜର ଶକ୍ତି ପ୍ରଦର୍ଶନ କରୁଛନ୍ତି ଏବଂ ଭୋଟରଙ୍କୁ ଆକର୍ଷିତ କରିବା ପାଇଁ ନୂଆ ନୂଆ ପ୍ରତିଶ୍ରୁତି ଦେଉଛନ୍ତି। <box>255 1228 380 1274</box>
main-article-text-e: ସୁରକ୍ଷା ବାହିନୀର ଲଗାତାର ଅଭିଯାନ ଫଳରେ ମାଓବାଦୀ ସଂଗଠନ ଦୁର୍ବଳ ହୋଇପଡ଼ିଛି। ଅନେକ ନେତା ଆତ୍ମସମର୍ପଣ କରିଛନ୍ତି ଏବଂ ମୁଖ୍ୟସ୍ରୋତକୁ ଫେରୁଛନ୍ତି। <box>255 1099 380 1136</box>
zodiac-name: କନ୍ୟା <box>719 666 767 678</box>
zodiac-name: ସିଂହ <box>719 571 767 583</box>
word-of-year-title: ବର୍ଷର ଶ୍ରେଷ୍ଠ ଶବ୍ଦ... <box>540 1180 674 1198</box>
zodiac-name: ତୁଳା <box>719 766 767 778</box>
politics-title: ରାଜନୈତିକ ଯୁଦ୍ଧ... <box>516 1000 633 1018</box>
logo <box>30 3 88 51</box>
ranveer-photo-beard <box>530 707 604 777</box>
registration-dot <box>720 1489 726 1495</box>
word-of-year-body-b: ଆଜିର ଅଗ୍ରଗଣ୍ୟ ରାଜନୀତିରେ ସହିତ ପ୍ରଜା ଓ ଶାସନ ମଧ୍ୟରେ ସମ୍ପର୍କ ଦୃଢ଼ ହେବା ଆବଶ୍ୟକ। ଉଜ୍ଜ୍ୱଳ ଭବିଷ୍ୟତ ପାଇଁ ସ୍ୱଚ୍ଛତା, ଦାୟିତ୍ୱବୋଧ ଓ ଜନକଲ୍ୟାଣ ପ୍ରତି ପ୍ରତିବଦ୍ଧତା ଜରୁରୀ। ରାଜ୍ୟର ବିଭିନ୍ନ ଅଞ୍ଚଳରେ ଉନ୍ନୟନ କାର୍ଯ୍ୟ ଦ୍ରୁତ ଗତିରେ ଚାଲିଛି। <box>516 1229 706 1266</box>
ranveer-photo <box>434 629 699 844</box>
zodiac-prediction: ଆପଣଙ୍କ ରାଶି ପ୍ରତି ଶନିଙ୍କ ପୂର୍ଣ୍ଣଦୃଷ୍ଟି ରହିବା ସହିତ ଏକ ନୂଆ ଗତି ମିଳିବ। କର୍ମରେ ଅଗ୍ରଗତି ହେବ। ବ୍ୟବସାୟ, ଭାଗୀଦାରୀ, ବିବାହ ପ୍ରସଙ୍ଗ ପାଇଁ ଅନୁକୂଳ ରହିବ। ନିଜ ଶ୍ରମ ଉପରେ ଭରସା ରଖନ୍ତୁ। ଦୂର ଯାତ୍ରା ସହିତ ଧନ ପାଇଁ ଉନ୍ନତି ଓ ଲାଭ ଦିଗରେ ଅନୁକୂଳ ଅବସ୍ଥା ସୃଷ୍ଟି ହେବ। <box>772 261 940 309</box>
satellite-map <box>5 1165 248 1470</box>
politics-body <box>516 1022 706 1172</box>
events-title-text: ଆଜି କ’ଣ କେଉଁଠି <box>345 64 486 88</box>
zodiac-name: ବିଛା <box>719 866 767 878</box>
events-col1-body-repeat3: ପାଟଣାଗଡ଼: ସାମାଜିକ ସଚେତନତା ଶିବିର, ସମୟ: ପୂର୍ବାହ୍ନ ୧୦ଟା। ସୁବର୍ଣ୍ଣପୁର: ଲୋକ ସଂସ୍କୃତି ମହୋତ୍ସବ। ବଲାଙ୍ଗୀର: ଶିକ୍ଷା ବିଭାଗ ବୈଠକ, ସମୟ: ଅପରାହ୍ନ ୨ଟା। ସୁନ୍ଦରଗଡ଼: ଖେଳ ପ୍ରତିଯୋଗିତା, ସମୟ: ପୂର୍ବାହ୍ନ ୯ଟା। ଦେବଗଡ଼: ଯୁବ ସମ୍ମିଳନୀ, ସମୟ: ଅପରାହ୍ନ ୪ଟା। <box>5 366 140 421</box>
events-col2-body-d: ଫିଜିଓଥେରାପି ଦିବସ, ସ୍ଥାନ: ସୃଷ୍ଟି ବିଜ୍ଞାନ କେନ୍ଦ୍ର, ସମୟ: ଅପରାହ୍ନ ୪ଟା। ଭଦ୍ରକ: ଶିକ୍ଷକ ସମ୍ମାନ ସମାରୋହ। ନୂଆପଡ଼ା: ମହିଳା ସ୍ୱୟଂ ସହାୟକ ଗୋଷ୍ଠୀ ବୈଠକ। ଝାରସୁଗୁଡ଼ା: ରକ୍ତଦାନ ଶିବିର, ସମୟ: ପୂର୍ବାହ୍ନ ୯ଟା। ମାଲକାନଗିରି: ଆଦିବାସୀ ସଂସ୍କୃତି ଉତ୍ସବ, ସମୟ: ସନ୍ଧ୍ୟା ୫ଟା। କଳାହାଣ୍ଡି: କୃଷି ମେଳା। <box>147 320 282 384</box>
zodiac-sign-icon: ♎ <box>733 779 753 804</box>
zodiac-name: ମେଷ <box>719 166 767 178</box>
cartoon-figures <box>11 969 71 1004</box>
events-col2-body-e: ପାଟଣାଗଡ଼: ସାମାଜିକ ସଚେତନତା ଶିବିର, ସମୟ: ପୂର୍ବାହ୍ନ ୧୦ଟା। ସୁବର୍ଣ୍ଣପୁର: ଲୋକ ସଂସ୍କୃତି ମହୋତ୍ସବ। ବଲାଙ୍ଗୀର: ଶିକ୍ଷା ବିଭାଗ ବୈଠକ, ସମୟ: ଅପରାହ୍ନ ୨ଟା। ସୁନ୍ଦରଗଡ଼: ଖେଳ ପ୍ରତିଯୋଗିତା, ସମୟ: ପୂର୍ବାହ୍ନ ୯ଟା। ଦେବଗଡ଼: ଯୁବ ସମ୍ମିଳନୀ, ସମୟ: ଅପରାହ୍ନ ୪ଟା। <box>147 384 282 439</box>
word-of-year-body-a: ଅକ୍ସଫୋର୍ଡ ଡିକ୍ସନାରୀ ଚଳିତ ବର୍ଷର ଶ୍ରେଷ୍ଠ ଶବ୍ଦ ଘୋଷଣା କରିଛି। ଏହି ଶବ୍ଦ ଡିଜିଟାଲ ଯୁଗରେ ମଣିଷର ଜୀବନଶୈଳୀ ଓ ସାମାଜିକ ପରିବର୍ତ୍ତନକୁ ପ୍ରତିଫଳିତ କରେ। <box>516 1202 706 1229</box>
zodiac-tile <box>718 968 768 1008</box>
main-article-text-c: ବିଧାନସଭା ନିର୍ବାଚନ ପୂର୍ବରୁ ରାଜନୈତିକ ଦଳଗୁଡ଼ିକ ମଧ୍ୟରେ ପ୍ରତିଦ୍ୱନ୍ଦ୍ୱିତା ତୀବ୍ର ହୋଇଛି। ପ୍ରତ୍ୟେକ ଦଳ ନିଜର ଶକ୍ତି ପ୍ରଦର୍ଶନ କରୁଛନ୍ତି ଏବଂ ଭୋଟରଙ୍କୁ ଆକର୍ଷିତ କରିବା ପାଇଁ ନୂଆ ନୂଆ ପ୍ରତିଶ୍ରୁତି ଦେଉଛନ୍ତି। <box>255 998 380 1044</box>
satellite-map-caption: ମଙ୍ଗଳବାର ଅପରାହ୍ନ ୫ଟାରେ ମହାକାଶରୁ ଉଠାଯାଇଥିବା ଉପଗ୍ରହ ଚିତ୍ର <box>5 1473 203 1481</box>
column-divider <box>143 60 144 875</box>
zodiac-sign-icon: ♉ <box>733 276 753 301</box>
page-number: ୪ <box>895 4 915 39</box>
zodiac-prediction: ଗୁରୁଙ୍କ ଶୁଭଦୃଷ୍ଟି ଫଳରେ ନୂଆ ଦିଗ ମିଳିବ। ସାମାଜିକ ସମ୍ମାନ ବଢ଼ିବ। ଆର୍ଥିକ ସ୍ଥିତି ସୁଦୃଢ଼ ହେବ। ପରିବାର ସହ ଭଲ ସମୟ ବିତାଇବେ। ଉଚ୍ଚଶିକ୍ଷାରେ ସଫଳତା। <box>772 967 940 995</box>
events-col2-body-f: ସମ୍ବଲପୁର: ଯୁବ ମହୋତ୍ସବ, ସ୍ଥାନ: କ୍ରୀଡ଼ା ପଡ଼ିଆ, ସମୟ: ପୂର୍ବାହ୍ନ ୯ଟା। ବ୍ରହ୍ମପୁର: ଚିକିତ୍ସା ଶିବିର, ସ୍ଥାନ: ଏମକେସିଜି ମେଡିକାଲ, ସମୟ: ପୂର୍ବାହ୍ନ ୧୦ଟା। ଗଞ୍ଜାମ: କୃଷକ ସଚେତନତା ଶିବିର, ସମୟ: ପୂର୍ବାହ୍ନ ୧୧ଟା। ଜାଜପୁର: ଶିକ୍ଷା ଅନୁଷ୍ଠାନ ବାର୍ଷିକ ଉତ୍ସବ, ସମୟ: ଅପରାହ୍ନ ୪ଟା। ଅନୁଗୁଳ: ପରିବେଶ ସୁରକ୍ଷା ସଭା, ସମୟ: ପୂର୍ବାହ୍ନ ୧୦ଟା। ଢେଙ୍କାନାଳ: ଲୋକନୃତ୍ୟ ପ୍ରତିଯୋଗିତା, ସମୟ: ସନ୍ଧ୍ୟା ୫ଟା। <box>147 440 282 513</box>
politics-col-1 <box>516 897 706 997</box>
politics-intro-text-b: ଆଜିର ଅଗ୍ରଗଣ୍ୟ ରାଜନୀତିରେ ସହିତ ପ୍ରଜା ଓ ଶାସନ ମଧ୍ୟରେ ସମ୍ପର୍କ ଦୃଢ଼ ହେବା ଆବଶ୍ୟକ। ଉଜ୍ଜ୍ୱଳ ଭବିଷ୍ୟତ ପାଇଁ ସ୍ୱଚ୍ଛତା, ଦାୟିତ୍ୱବୋଧ ଓ ଜନକଲ୍ୟାଣ ପ୍ରତି ପ୍ରତିବଦ୍ଧତା ଜରୁରୀ। ରାଜ୍ୟର ବିଭିନ୍ନ ଅଞ୍ଚଳରେ ଉନ୍ନୟନ କାର୍ଯ୍ୟ ଦ୍ରୁତ ଗତିରେ ଚାଲିଛି। <box>516 924 706 961</box>
zodiac-sign-icon: ♏ <box>733 879 753 904</box>
main-article-text-f: ଅକ୍ସଫୋର୍ଡ ଡିକ୍ସନାରୀ ଚଳିତ ବର୍ଷର ଶ୍ରେଷ୍ଠ ଶବ୍ଦ ଘୋଷଣା କରିଛି। ଏହି ଶବ୍ଦ ଡିଜିଟାଲ ଯୁଗରେ ମଣିଷର ଜୀବନଶୈଳୀ ଓ ସାମାଜିକ ପରିବର୍ତ୍ତନକୁ ପ୍ରତିଫଳିତ କରେ। <box>255 1136 380 1172</box>
registration-dots-left <box>140 1488 200 1496</box>
registration-dot <box>756 1489 762 1495</box>
zodiac-prediction: ରାଶିଅଧିପତି ସୂର୍ଯ୍ୟଙ୍କ ଶୁଭ ପ୍ରଭାବ ରହିବ। ସୃଜନଶୀଳ କାର୍ଯ୍ୟରେ ସଫଳତା ମିଳିବ। ଆତ୍ମବିଶ୍ୱାସ ବଢ଼ିବ। ପରିବାର ଓ ବନ୍ଧୁବର୍ଗଙ୍କ ସହଯୋଗ ମିଳିବ। ଭ୍ରମଣ ଯୋଗ ଅଛି। <box>772 569 940 597</box>
cartoon-subtitle: (ଗୁଣୀ ଲୋକମାନଙ୍କୁ ବା ଜନମାନଙ୍କୁ ବିଷୁର ଦେଉଥିବା କାର୍ଯ୍ୟକ୍ରମିକ ମଧ୍ୟରେ ପାଠକ–ପାଠକଙ୍କ ନିଜ ନିଜ ଭାବନାକୁ ବ୍ୟକ୍ତ କରିବା ଏକ ଅଭିନବ ପ୍ରୟାସ) <box>14 1007 240 1022</box>
registration-dot <box>452 1489 458 1495</box>
main-article-text-b: ଭାରତ ରାଜନୀତିରେ ଦୁର୍ନୀତି ଏକ ଗୁରୁତର ସମସ୍ୟା ଭାବେ ରହି ଆସିଛି। ଲୋକଙ୍କ ଆସ୍ଥା ହରାଇବା ସହ ଏହା ଶାସନ ବ୍ୟବସ୍ଥାକୁ ଦୁର୍ବଳ କରୁଛି। ଏହାର ମୂଳୋତ୍ପାଟନ ପାଇଁ ସ୍ୱଚ୍ଛ ପ୍ରଶାସନ ଓ ଦାୟିତ୍ୱବୋଧ ଆବଶ୍ୟକ। <box>255 952 380 998</box>
zodiac-tile <box>718 765 768 805</box>
cartoon-verse-left: ଆକୁ ଯଉଠ କି ଗାଲ୍ ଦୁଯଣ ସେ କି ଦେଖାଏ ଧାନ। ଶେଷରେ ହାନ୍ତୁ ଲୁଚାଇଛି କାରିଥା କରିବ ସେ କି ଜାଣିବ ମନ। <box>11 1040 123 1069</box>
registration-dot <box>440 1489 446 1495</box>
maoist-title: ମାଓବାଦୀ ନେତା... <box>385 1045 490 1063</box>
column-divider <box>285 95 286 565</box>
word-of-year-body-d: ଅକ୍ସଫୋର୍ଡ ଡିକ୍ସନାରୀ ଚଳିତ ବର୍ଷର ଶ୍ରେଷ୍ଠ ଶବ୍ଦ ଘୋଷଣା କରିଛି। ଏହି ଶବ୍ଦ ଡିଜିଟାଲ ଯୁଗରେ ମଣିଷର ଜୀବନଶୈଳୀ ଓ ସାମାଜିକ ପରିବର୍ତ୍ତନକୁ ପ୍ରତିଫଳିତ କରେ। <box>516 1294 706 1321</box>
events-col5-body: ଫିଜିଓଥେରାପି ଦିବସ, ସ୍ଥାନ: ସୃଷ୍ଟି ବିଜ୍ଞାନ କେନ୍ଦ୍ର, ସମୟ: ଅପରାହ୍ନ ୪ଟା। ଭଦ୍ରକ: ଶିକ୍ଷକ ସମ୍ମାନ ସମାରୋହ। ନୂଆପଡ଼ା: ମହିଳା ସ୍ୱୟଂ ସହାୟକ ଗୋଷ୍ଠୀ ବୈଠକ। ଝାରସୁଗୁଡ଼ା: ରକ୍ତଦାନ ଶିବିର, ସମୟ: ପୂର୍ବାହ୍ନ ୯ଟା। ମାଲକାନଗିରି: ଆଦିବାସୀ ସଂସ୍କୃତି ଉତ୍ସବ, ସମୟ: ସନ୍ଧ୍ୟା ୫ଟା। କଳାହାଣ୍ଡି: କୃଷି ମେଳା। <box>574 72 710 127</box>
